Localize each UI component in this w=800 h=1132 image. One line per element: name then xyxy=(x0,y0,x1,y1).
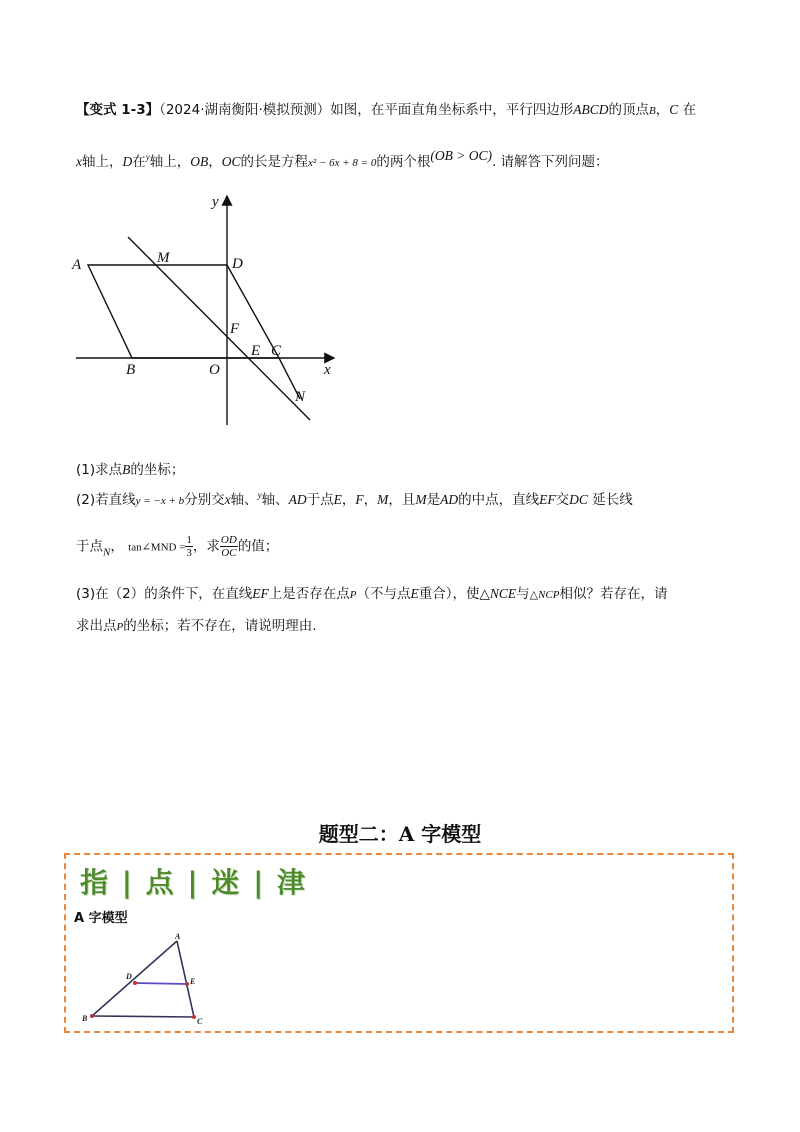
q2-text: 于点 xyxy=(306,492,334,508)
math-D: D xyxy=(122,154,133,169)
math-F: F xyxy=(355,492,364,507)
math-AD: AD xyxy=(288,492,307,507)
q3-text: 求出点 xyxy=(76,618,117,634)
q2-text: ，且 xyxy=(388,492,416,508)
math-E: E xyxy=(333,492,342,507)
math-M: M xyxy=(377,492,389,507)
q1-text: 的坐标； xyxy=(130,462,185,478)
math-y: y xyxy=(257,490,262,500)
math-triangle-NCP: △NCP xyxy=(529,589,560,601)
question-2-line-2: 于点$_N$， tan∠MND = $\frac{1}{3}$ ，求 $\frac{OD}{OC}$ 的值； xyxy=(76,534,279,559)
label-B: B xyxy=(126,362,136,378)
problem-tag: 【变式 1-3】 xyxy=(76,102,160,118)
problem-line-1 xyxy=(76,98,696,118)
math-E: E xyxy=(410,586,419,601)
question-3-line-1 xyxy=(76,582,667,602)
math-B: B xyxy=(122,462,131,477)
problem-text: 的两个根 xyxy=(376,154,431,170)
label-O: O xyxy=(209,362,220,378)
problem-text: 在 xyxy=(682,102,697,118)
segment-DE xyxy=(135,983,187,984)
question-1 xyxy=(76,458,184,478)
problem-source: （2024·湖南衡阳·模拟预测） xyxy=(159,102,331,118)
label-C: C xyxy=(271,343,282,359)
section-title: 题型二：A 字模型 xyxy=(318,822,482,846)
math-EF: EF xyxy=(252,586,269,601)
frac-num: OD xyxy=(220,534,237,546)
fig2-label-D: D xyxy=(126,972,132,981)
q3-text: 上是否存在点 xyxy=(268,586,350,602)
q2-text: 轴、 xyxy=(230,492,258,508)
problem-text: 的长是方程 xyxy=(240,154,309,170)
math-B: B xyxy=(649,105,656,117)
label-y: y xyxy=(212,194,219,210)
math-triangle-NCE: △NCE xyxy=(479,586,517,601)
math-P: P xyxy=(349,589,357,601)
q1-text: (1)求点 xyxy=(76,462,123,478)
tip-header: 指 | 点 | 迷 | 津 xyxy=(80,866,308,899)
label-A: A xyxy=(72,257,82,273)
q3-text: 的坐标；若不存在，请说明理由. xyxy=(123,618,317,634)
a-model-figure xyxy=(80,933,220,1033)
coordinate-figure xyxy=(66,190,356,430)
math-x: x xyxy=(76,154,82,169)
q2-text: 的中点，直线 xyxy=(458,492,540,508)
label-N: N xyxy=(295,389,306,405)
fraction-one-third xyxy=(185,534,193,559)
q2-text: 交 xyxy=(555,492,570,508)
fig2-label-E: E xyxy=(190,977,196,986)
q3-text: 与 xyxy=(516,586,530,602)
q3-text: （不与点 xyxy=(356,586,411,602)
problem-line-2 xyxy=(76,148,609,170)
fig2-label-B: B xyxy=(82,1014,88,1023)
frac-den: 3 xyxy=(186,547,192,559)
q2-text: 是 xyxy=(426,492,441,508)
tan-expression: tan∠MND = xyxy=(128,541,186,554)
punct: ， xyxy=(655,102,670,118)
q3-text: 相似？若存在，请 xyxy=(559,586,668,602)
q2-text: (2)若直线 xyxy=(76,492,136,508)
label-D: D xyxy=(232,256,243,272)
math-N: N xyxy=(103,546,111,559)
condition: (OB > OC) xyxy=(430,148,492,163)
segment-AB xyxy=(92,941,177,1016)
fig2-label-A: A xyxy=(175,933,181,941)
label-F: F xyxy=(230,321,240,337)
point-E xyxy=(185,982,189,986)
math-C: C xyxy=(669,102,679,117)
problem-text: 在 xyxy=(132,154,146,170)
math-EF: EF xyxy=(539,492,556,507)
math-P: P xyxy=(116,621,124,633)
math-DC: DC xyxy=(569,492,588,507)
question-3-line-2 xyxy=(76,614,317,634)
equation: x² − 6x + 8 = 0 xyxy=(308,157,377,169)
math-OC: OC xyxy=(221,154,241,169)
fraction-od-oc xyxy=(220,534,238,559)
problem-text: 轴上， xyxy=(82,154,123,170)
label-x: x xyxy=(324,362,331,378)
q2-text: 延长线 xyxy=(592,492,633,508)
q2-text: 轴、 xyxy=(261,492,289,508)
math-ABCD: ABCD xyxy=(573,102,609,117)
math-AD: AD xyxy=(440,492,459,507)
frac-den: OC xyxy=(221,547,237,559)
question-2-line-1: (2)若直线y = −x + b分别交x轴、$^y$轴、AD于点E，F，M，且M是AD的中点，直线EF交DC 延长线 xyxy=(76,490,633,508)
math-line-eq: y = −x + b xyxy=(135,495,185,507)
problem-text: . 请解答下列问题： xyxy=(491,154,609,170)
problem-text: 的顶点 xyxy=(608,102,650,118)
point-C xyxy=(192,1015,196,1019)
math-x: x xyxy=(224,492,231,507)
fig2-label-C: C xyxy=(197,1017,203,1026)
point-D xyxy=(133,981,137,985)
segment-BC xyxy=(92,1016,194,1017)
q2-text: 分别交 xyxy=(184,492,225,508)
q2-text: 的值； xyxy=(237,538,279,555)
math-M: M xyxy=(415,492,427,507)
tip-box xyxy=(64,853,734,1033)
punct: ， xyxy=(208,154,222,170)
label-E: E xyxy=(251,343,261,359)
math-OB: OB xyxy=(190,154,209,169)
tip-subtitle: A 字模型 xyxy=(74,911,128,926)
q3-text: 重合），使 xyxy=(418,586,480,602)
math-y: y xyxy=(145,152,150,162)
label-M: M xyxy=(157,250,170,266)
q2-text: ，求 xyxy=(192,538,220,555)
frac-num: 1 xyxy=(186,534,192,546)
q3-text: (3)在（2）的条件下，在直线 xyxy=(76,586,253,602)
q2-text: 于点 xyxy=(76,538,103,555)
point-B xyxy=(90,1014,94,1018)
problem-intro: 如图，在平面直角坐标系中，平行四边形 xyxy=(330,102,574,118)
problem-text: 轴上， xyxy=(149,154,191,170)
